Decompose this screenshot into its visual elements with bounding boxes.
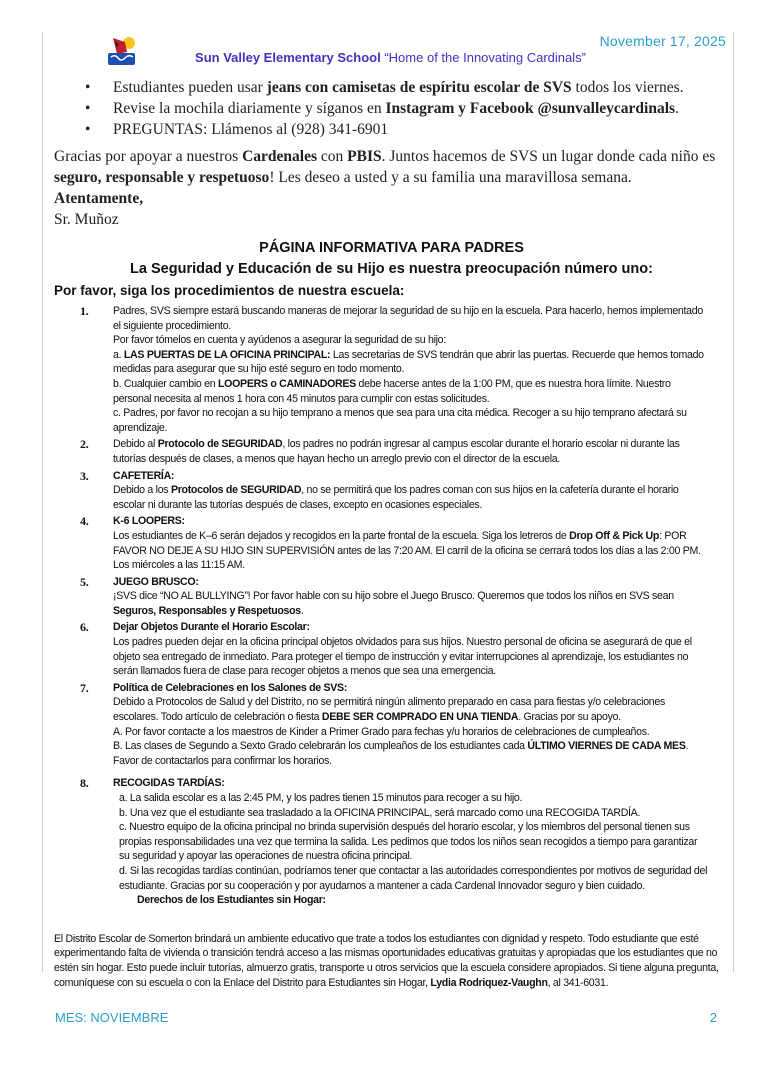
text-segment: Padres, SVS siempre estará buscando maneras de mejorar la seguridad de su hijo en la escuela. Para hacerlo, hemos implementado el siguiente procedimiento. (113, 305, 703, 332)
text-segment: , no se permitirá que los padres coman con sus hijos en la cafetería durante el horario escolar ni durante las tutorías después de clases, excepto en ocasiones especiales. (113, 484, 679, 511)
text-segment: PREGUNTAS: Llámenos al (928) 341-6901 (113, 121, 389, 138)
procedure-item (80, 437, 710, 466)
item-text (113, 333, 710, 348)
bold-text: seguro, responsable y respetuoso (54, 169, 270, 186)
text-segment: Debido a los (113, 484, 171, 497)
text-segment: , al 341-6031. (547, 976, 609, 989)
bold-text: LAS PUERTAS DE LA OFICINA PRINCIPAL: (123, 348, 331, 361)
page-border-right (733, 32, 734, 972)
bold-text: DEBE SER COMPRADO EN UNA TIENDA (321, 711, 519, 724)
item-text (113, 806, 710, 821)
item-title: Política de Celebraciones en los Salones de SVS: (113, 681, 348, 694)
item-text (113, 304, 710, 333)
bold-text: jeans con camisetas de espíritu escolar de SVS (266, 79, 572, 96)
text-segment: a. La salida escolar es a las 2:45 PM, y los padres tienen 15 minutos para recoger a su hijo. (119, 792, 523, 804)
text-segment: Revise la mochila diariamente y síganos en (113, 100, 386, 117)
item-text (113, 791, 710, 806)
item-number: 8. (80, 776, 89, 791)
item-text (113, 725, 710, 740)
page-footer (54, 990, 717, 1076)
text-segment: debe hacerse antes de la 1:00 PM, que es nuestra hora límite. Nuestro personal necesita al menos 1 hora con 45 minutos para cumplir con estas solicitudes. (113, 377, 671, 405)
text-segment: . (300, 604, 304, 617)
item-text (113, 437, 710, 466)
announcement-bullets (85, 77, 729, 140)
bold-text: Protocolos de SEGURIDAD (170, 484, 302, 497)
text-segment: Gracias por apoyar a nuestros (54, 148, 243, 165)
procedure-item (80, 514, 710, 572)
page-content (54, 0, 729, 1076)
info-title: PÁGINA INFORMATIVA PARA PADRES (259, 240, 524, 256)
homeless-rights-paragraph (54, 932, 719, 990)
bullet-item (85, 119, 729, 140)
procedures-intro: Por favor, siga los procedimientos de nuestra escuela: (54, 283, 405, 298)
item-number: 1. (80, 304, 89, 318)
text-segment: Los padres pueden dejar en la oficina principal objetos olvidados para sus hijos. Nuestro personal de oficina se asegurará de que el objeto sea entregado de inmediato. Para proteger el tiempo de instrucción y evitar interrupciones al aprendizaje, los estudiantes no serán llamados fuera de clase para recoger objetos a menos que sea una emergencia. (113, 636, 692, 678)
item-title: Dejar Objetos Durante el Horario Escolar: (113, 621, 310, 634)
item-number: 2. (80, 437, 89, 452)
bold-text: Drop Off & Pick Up (569, 529, 660, 542)
procedure-item (80, 304, 710, 435)
signer-name: Sr. Muñoz (54, 211, 119, 228)
procedure-item (80, 620, 710, 678)
item-text (113, 406, 710, 435)
text-segment: a. (113, 348, 124, 361)
text-segment: El Distrito Escolar de Somerton brindará un ambiente educativo que trate a todos los estudiantes con dignidad y respeto. Todo estudiante que esté experimentando falta de vivienda o transición tendrá acceso a las mismas oportunidades educativas gratuitas y apropiadas que los estudiantes que no estén sin hogar. Esto puede incluir tutorías, almuerzo gratis, transporte u otros servicios que la escuela considere apropiados. Si tiene alguna pregunta, comuníquese con su escuela o con la Enlace del Distrito para Estudiantes sin Hogar, (54, 932, 719, 989)
text-segment: . Gracias por su apoyo. (518, 711, 621, 724)
item-text (113, 695, 710, 724)
bullet-item (85, 98, 729, 119)
item-title: K-6 LOOPERS: (113, 515, 185, 528)
text-segment: b. Una vez que el estudiante sea trasladado a la OFICINA PRINCIPAL, será marcado como una RECOGIDA TARDÍA. (119, 806, 641, 819)
text-segment: Las secretarias de SVS tendrán que abrir las puertas. Recuerde que hemos tomado medidas para asegurar que su hijo esté seguro en todo momento. (113, 348, 704, 376)
item-title: CAFETERÍA: (113, 469, 175, 482)
text-segment: b. Cualquier cambio en (113, 377, 218, 390)
item-text (113, 377, 710, 406)
footer-month: MES: NOVIEMBRE (55, 1010, 169, 1026)
text-segment: c. Nuestro equipo de la oficina principal no brinda supervisión después del horario escolar, y los miembros del personal tienen sus propias responsabilidades una vez que termina la salida. Les pedimos que todos los niños sean recogidos a tiempo para garantizar su seguridad y apoyar las operaciones de nuestra oficina principal. (119, 821, 698, 863)
text-segment: d. Si las recogidas tardías continúan, podríamos tener que contactar a las autoridades correspondientes por motivos de seguridad del estudiante. Gracias por su cooperación y por ayudarnos a mantener a cada Cardenal Innovador seguro y bien cuidado. (119, 864, 708, 892)
text-segment: : POR FAVOR NO DEJE A SU HIJO SIN SUPERVISIÓN antes de las 7:20 AM. El carril de la oficina se cerrará todos los días a las 2:00 PM. Los miércoles a las 11:15 AM. (113, 529, 701, 572)
item-number: 5. (80, 574, 89, 589)
item-text (113, 483, 710, 512)
procedure-item (80, 575, 710, 619)
item-number: 6. (80, 620, 89, 635)
text-segment: con (317, 148, 348, 165)
school-name: Sun Valley Elementary School (195, 50, 381, 65)
bold-text: PBIS (347, 148, 382, 165)
bold-text: Protocolo de SEGURIDAD (157, 438, 283, 451)
homeless-rights-title: Derechos de los Estudiantes sin Hogar: (137, 894, 326, 907)
page-number: 2 (709, 1010, 717, 1026)
thanks-paragraph (54, 146, 729, 188)
text-segment: A. Por favor contacte a los maestros de Kinder a Primer Grado para fechas y/u horarios de celebraciones de cumpleaños. (113, 725, 650, 738)
text-segment: Debido a Protocolos de Salud y del Distrito, no se permitirá ningún alimento preparado en casa para fiestas y/o celebraciones escolares. Todo artículo de celebración o fiesta (113, 696, 665, 724)
text-segment: Los estudiantes de K–6 serán dejados y recogidos en la parte frontal de la escuela. Siga los letreros de (113, 529, 570, 542)
item-number: 7. (80, 680, 89, 695)
text-segment: todos los viernes. (571, 79, 684, 96)
text-segment: B. Las clases de Segundo a Sexto Grado celebrarán los cumpleaños de los estudiantes cada (113, 740, 528, 753)
bold-text: ÚLTIMO VIERNES DE CADA MES (527, 740, 686, 753)
item-text (113, 820, 710, 864)
procedure-item (80, 681, 710, 769)
text-segment: Por favor tómelos en cuenta y ayúdenos a asegurar la seguridad de su hijo: (113, 334, 446, 347)
item-text (113, 635, 710, 679)
page-border-left (42, 32, 43, 972)
text-segment: . (675, 100, 679, 117)
bold-text: LOOPERS o CAMINADORES (218, 377, 356, 390)
item-text (113, 348, 710, 377)
signoff (54, 188, 729, 230)
text-segment: ¡SVS dice “NO AL BULLYING”! Por favor hable con su hijo sobre el Juego Brusco. Queremos que todos los niños en SVS sean (113, 590, 674, 603)
info-subtitle: La Seguridad y Educación de su Hijo es nuestra preocupación número uno: (130, 261, 653, 277)
text-segment: Estudiantes pueden usar (113, 79, 267, 96)
item-text (113, 529, 710, 573)
item-title: RECOGIDAS TARDÍAS: (113, 777, 225, 790)
bold-text: Instagram y Facebook @sunvalleycardinals (385, 100, 676, 117)
text-segment: c. Padres, por favor no recojan a su hijo temprano a menos que sea para una cita médica. Recoger a su hijo temprano afectará su aprendizaje. (113, 407, 687, 434)
text-segment: . Favor de contactarlos para confirmar los horarios. (113, 740, 689, 767)
text-segment: , los padres no podrán ingresar al campus escolar durante el horario escolar ni durante las tutorías después de clases, a menos que hayan hecho un arreglo previo con el director de la escuela. (113, 438, 680, 465)
bold-text: Cardenales (242, 148, 318, 165)
item-title: JUEGO BRUSCO: (113, 575, 199, 588)
bullet-item (85, 77, 729, 98)
school-motto: “Home of the Innovating Cardinals” (384, 50, 586, 65)
procedure-item (80, 469, 710, 513)
bold-text: Lydia Rodriquez-Vaughn (430, 976, 548, 989)
closing: Atentamente, (54, 190, 144, 207)
newsletter-date: November 17, 2025 (599, 33, 726, 49)
text-segment: ! Les deseo a usted y a su familia una maravillosa semana. (269, 169, 632, 186)
item-text (113, 589, 710, 618)
item-text (113, 739, 710, 768)
procedure-item (80, 776, 710, 907)
text-segment: Debido al (113, 438, 158, 451)
procedures-list (80, 304, 710, 910)
text-segment: . Juntos hacemos de SVS un lugar donde cada niño es (381, 148, 716, 165)
item-number: 4. (80, 514, 89, 529)
bold-text: Seguros, Responsables y Respetuosos (113, 604, 301, 617)
item-text (113, 864, 710, 893)
item-number: 3. (80, 468, 89, 483)
